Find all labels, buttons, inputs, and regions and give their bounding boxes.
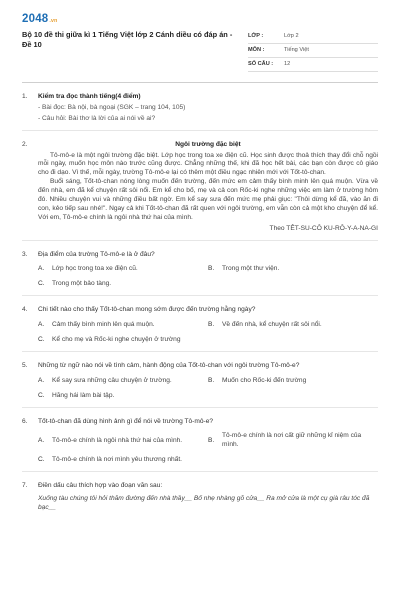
option-b[interactable] <box>208 321 378 330</box>
question-5 <box>22 362 378 407</box>
option-text: Kể say sưa những câu chuyện ở trường. <box>52 376 172 384</box>
site-logo[interactable] <box>22 12 378 26</box>
meta-row-subject <box>248 44 378 58</box>
option-letter: C. <box>38 280 45 288</box>
option-letter: B. <box>208 265 215 273</box>
question-separator <box>22 407 378 408</box>
option-c[interactable] <box>38 280 208 289</box>
option-c[interactable] <box>38 456 208 465</box>
question-separator <box>22 295 378 296</box>
meta-value: 12 <box>284 60 291 67</box>
option-b[interactable] <box>208 265 378 274</box>
meta-key: LỚP : <box>248 32 264 39</box>
option-text: Tô-mô-e chính là nơi mình yêu thương nhất. <box>52 456 182 464</box>
question-number: 5. <box>22 361 28 369</box>
question-text: Chi tiết nào cho thấy Tốt-tô-chan mong sớm được đến trường hằng ngày? <box>38 306 256 314</box>
option-letter: C. <box>38 336 45 344</box>
question-separator <box>22 240 378 241</box>
question-text: Những từ ngữ nào nói về tình cảm, hành động của Tốt-tô-chan với ngôi trường Tô-mô-e? <box>38 361 300 369</box>
question-number: 6. <box>22 417 28 425</box>
question-1 <box>22 93 378 124</box>
answer-options <box>38 321 378 351</box>
option-a[interactable] <box>38 321 208 330</box>
passage-paragraph: Tô-mô-e là một ngôi trường đặc biệt. Lớp học trong toa xe điện cũ. Học sinh được thoả thích thay đổi chỗ ngồi mỗi ngày, muốn học môn nào trước cũng được. Chẳng những thế, khi đã học hết bài, các bạn còn được cô giáo cho đi dạo. Vì thế, mỗi ngày, trường Tô-mô-e lại có thêm một điều ngạc nhiên mới với Tốt-tô-chan. <box>38 151 378 177</box>
question-line: - Bài đọc: Bà nội, bà ngoại (SGK – trang 104, 105) <box>38 103 186 111</box>
question-7 <box>22 482 378 513</box>
option-text: Lớp học trong toa xe điện cũ. <box>52 265 138 273</box>
question-title: Kiểm tra đọc thành tiếng(4 điểm) <box>38 93 141 100</box>
option-a[interactable] <box>38 377 208 386</box>
question-number: 3. <box>22 250 28 258</box>
question-number: 1. <box>22 93 28 100</box>
meta-row-class <box>248 30 378 44</box>
answer-options <box>38 265 378 295</box>
passage-title: Ngôi trường đặc biệt <box>175 140 241 148</box>
option-text: Hăng hái làm bài tập. <box>52 391 115 399</box>
option-letter: B. <box>208 436 215 444</box>
question-separator <box>22 130 378 131</box>
question-3 <box>22 251 378 296</box>
question-number: 4. <box>22 306 28 314</box>
meta-key: MÔN : <box>248 46 265 53</box>
question-separator <box>22 471 378 472</box>
option-text: Cảm thấy bình minh lên quá muộn. <box>52 321 155 329</box>
question-text: Tốt-tô-chan đã dùng hình ảnh gì để nói về trường Tô-mô-e? <box>38 417 214 425</box>
question-2 <box>22 141 378 234</box>
option-letter: C. <box>38 391 45 399</box>
meta-table <box>248 30 378 72</box>
option-letter: A. <box>38 376 45 384</box>
option-text: Tô-mô-e chính là nơi cất giữ những kỉ niệm của mình. <box>222 432 362 449</box>
question-separator <box>22 351 378 352</box>
fill-in-passage: Xuống tàu chúng tôi hỏi thăm đường đến nhà thầy__ Bố nhẹ nhàng gõ cửa__ Ra mở cửa là một cụ già râu tóc đã bạc__ <box>38 495 370 511</box>
meta-value: Tiếng Việt <box>284 46 309 53</box>
option-text: Trong một thư viện. <box>222 265 280 273</box>
question-text: Địa điểm của trường Tô-mô-e là ở đâu? <box>38 250 155 258</box>
option-letter: B. <box>208 321 215 329</box>
option-text: Tô-mô-e chính là ngôi nhà thứ hai của mình. <box>52 436 183 444</box>
meta-row-count <box>248 58 378 72</box>
option-letter: B. <box>208 376 215 384</box>
option-text: Trong một bảo tàng. <box>52 280 112 288</box>
meta-value: Lớp 2 <box>284 32 299 39</box>
option-text: Về đến nhà, kể chuyện rất sôi nổi. <box>222 321 322 329</box>
option-a[interactable] <box>38 265 208 274</box>
passage-paragraph: Buổi sáng, Tốt-tô-chan nóng lòng muốn đến trường, đến mức em cảm thấy bình minh lên quá muộn. Vừa về đến nhà, em đã kể chuyện rất sôi nổi. Em kể cho bố, mẹ và cả con Rốc-ki nghe những việc em làm ở trường hôm đó. Nhiều chuyện vui và những điều bất ngờ. Em kể say sưa đến mức mẹ phải giục: "Thôi dừng kể đã, vào ăn đi con, kẻo tiếp sau nhé!". Ngay cả khi Tốt-tô-chan đã rất quen với ngôi trường, em vẫn còn cả một kho chuyện để kể. Với em, Tô-mô-e chính là ngôi nhà thứ hai của mình. <box>38 178 378 221</box>
question-line: - Câu hỏi: Bài thơ là lời của ai nói về ai? <box>38 114 156 122</box>
question-text: Điền dấu câu thích hợp vào đoạn văn sau: <box>38 482 163 490</box>
passage-author: Theo TÊT-SU-CÔ KU-RÔ-Y-A-NA-GI <box>269 224 378 232</box>
document-header <box>22 30 378 72</box>
header-divider <box>22 82 378 83</box>
option-text: Kể cho mẹ và Rốc-ki nghe chuyện ở trường <box>52 336 181 344</box>
option-c[interactable] <box>38 336 208 345</box>
question-number: 7. <box>22 482 28 490</box>
option-letter: A. <box>38 321 45 329</box>
logo-number: 2048 <box>22 13 49 25</box>
question-number: 2. <box>22 140 28 148</box>
answer-options <box>38 377 378 407</box>
option-a[interactable] <box>38 432 208 450</box>
option-b[interactable] <box>208 377 378 386</box>
question-6 <box>22 418 378 472</box>
document-title: Bộ 10 đề thi giữa kì 1 Tiếng Việt lớp 2 Cánh diều có đáp án - Đề 10 <box>22 30 233 50</box>
option-letter: A. <box>38 265 45 273</box>
option-letter: C. <box>38 456 45 464</box>
logo-tld: .vn <box>49 18 58 24</box>
answer-options <box>38 432 378 471</box>
question-4 <box>22 306 378 351</box>
option-c[interactable] <box>38 392 208 401</box>
option-letter: A. <box>38 436 45 444</box>
meta-key: SỐ CÂU : <box>248 60 274 67</box>
option-b[interactable] <box>208 432 378 450</box>
option-text: Muốn cho Rốc-ki đến trường <box>222 376 307 384</box>
